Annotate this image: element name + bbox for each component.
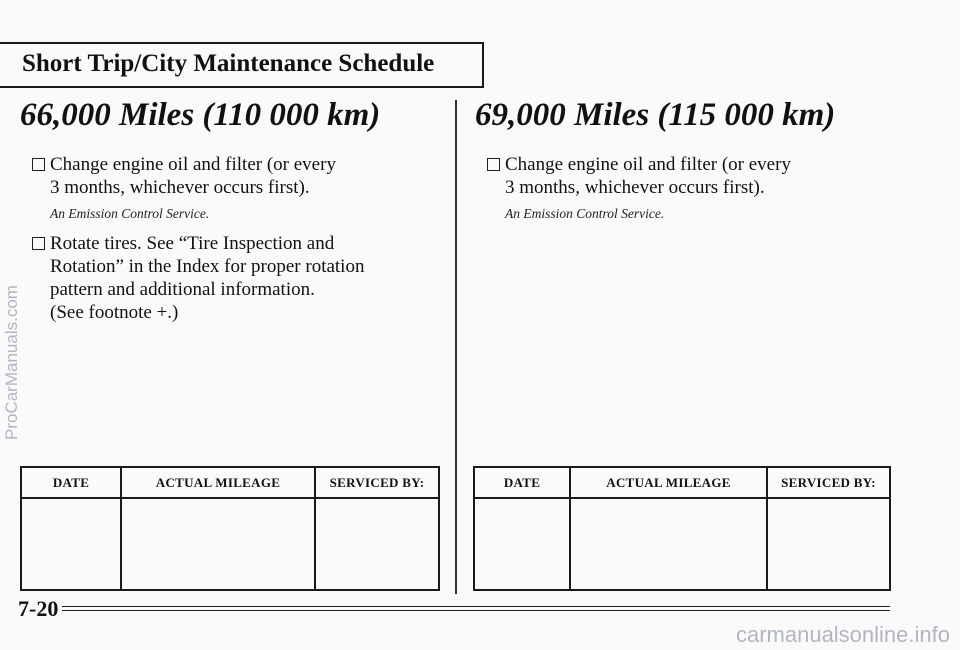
emission-note-right: An Emission Control Service. xyxy=(505,206,665,221)
serviced-by-entry-cell[interactable] xyxy=(316,499,438,589)
item-line: (See footnote +.) xyxy=(50,302,179,323)
page-number: 7-20 xyxy=(18,596,59,621)
service-record-table-left xyxy=(20,466,440,591)
item-line: 3 months, whichever occurs first). xyxy=(50,177,310,198)
serviced-by-entry-cell[interactable] xyxy=(768,499,889,589)
column-header-serviced-by: SERVICED BY: xyxy=(316,468,438,499)
item-line: Change engine oil and filter (or every xyxy=(505,154,791,175)
emission-note-left: An Emission Control Service. xyxy=(50,206,210,221)
column-header-mileage: ACTUAL MILEAGE xyxy=(122,468,316,499)
item-line: Rotation” in the Index for proper rotation xyxy=(50,256,365,277)
service-item-oil-right xyxy=(475,153,895,199)
mileage-entry-cell[interactable] xyxy=(571,499,768,589)
mileage-entry-cell[interactable] xyxy=(122,499,316,589)
checkbox-oil-right[interactable] xyxy=(487,158,500,171)
date-entry-cell[interactable] xyxy=(22,499,122,589)
checkbox-oil-left[interactable] xyxy=(32,158,45,171)
mileage-heading-left: 66,000 Miles (110 000 km) xyxy=(20,97,381,133)
column-header-serviced-by: SERVICED BY: xyxy=(768,468,889,499)
column-divider xyxy=(455,100,457,594)
bottom-watermark: carmanualsonline.info xyxy=(735,622,950,647)
footer-rule xyxy=(62,606,890,611)
service-item-tires-left xyxy=(20,232,440,324)
item-line: Change engine oil and filter (or every xyxy=(50,154,336,175)
column-header-date: DATE xyxy=(475,468,571,499)
side-watermark: ProCarManuals.com xyxy=(2,285,21,440)
checkbox-tires-left[interactable] xyxy=(32,237,45,250)
service-item-oil-left xyxy=(20,153,440,199)
left-column xyxy=(20,95,440,324)
right-column xyxy=(475,95,895,222)
mileage-heading-right: 69,000 Miles (115 000 km) xyxy=(475,97,836,133)
column-header-date: DATE xyxy=(22,468,122,499)
item-line: pattern and additional information. xyxy=(50,279,315,300)
column-header-mileage: ACTUAL MILEAGE xyxy=(571,468,768,499)
item-line: Rotate tires. See “Tire Inspection and xyxy=(50,233,335,254)
item-line: 3 months, whichever occurs first). xyxy=(505,177,765,198)
service-record-table-right xyxy=(473,466,891,591)
date-entry-cell[interactable] xyxy=(475,499,571,589)
page-title: Short Trip/City Maintenance Schedule xyxy=(22,50,435,77)
